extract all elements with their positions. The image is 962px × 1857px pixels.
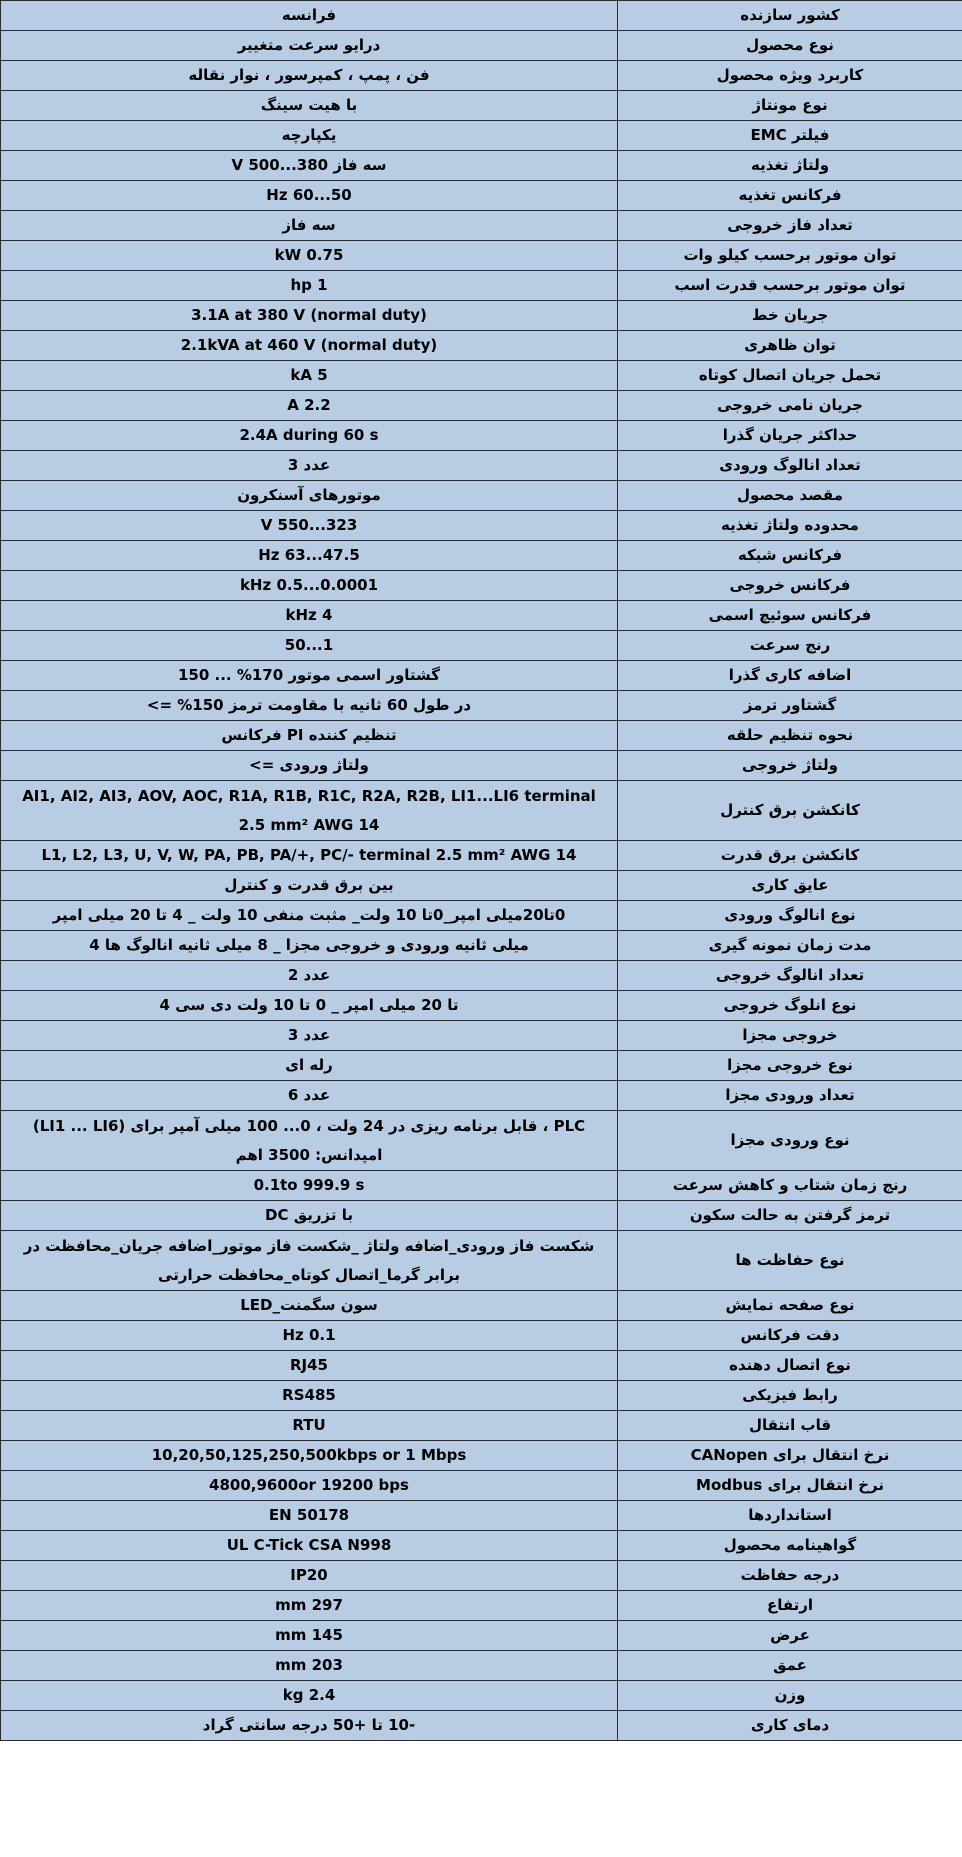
table-row — [1, 1381, 962, 1411]
table-row — [1, 751, 962, 781]
spec-value: تنظیم کننده PI فرکانس — [1, 721, 618, 751]
table-row — [1, 991, 962, 1021]
spec-label: درجه حفاظت — [618, 1561, 962, 1591]
spec-value: 2.4A during 60 s — [1, 421, 618, 451]
spec-value: 323...550 V — [1, 511, 618, 541]
table-row — [1, 151, 962, 181]
table-row — [1, 691, 962, 721]
spec-label: نوع انالوگ ورودی — [618, 901, 962, 931]
spec-value: عدد 3 — [1, 451, 618, 481]
spec-value: عدد 3 — [1, 1021, 618, 1051]
spec-label: نوع مونتاژ — [618, 91, 962, 121]
spec-value: EN 50178 — [1, 1501, 618, 1531]
spec-value: 5 kA — [1, 361, 618, 391]
spec-label: استانداردها — [618, 1501, 962, 1531]
table-row — [1, 1111, 962, 1171]
spec-value: 1...50 — [1, 631, 618, 661]
spec-label: کانکشن برق کنترل — [618, 781, 962, 841]
table-row — [1, 1441, 962, 1471]
spec-label: فرکانس شبکه — [618, 541, 962, 571]
spec-value: RS485 — [1, 1381, 618, 1411]
spec-label: عایق کاری — [618, 871, 962, 901]
spec-value: یکپارچه — [1, 121, 618, 151]
spec-value: 0.0001...0.5 kHz — [1, 571, 618, 601]
spec-label: جریان خط — [618, 301, 962, 331]
spec-value: RTU — [1, 1411, 618, 1441]
spec-value: با هیت سینگ — [1, 91, 618, 121]
table-row — [1, 841, 962, 871]
spec-value: 47.5...63 Hz — [1, 541, 618, 571]
spec-label: ارتفاع — [618, 1591, 962, 1621]
table-row — [1, 1291, 962, 1321]
spec-label: فیلتر EMC — [618, 121, 962, 151]
table-row — [1, 1711, 962, 1741]
table-row — [1, 781, 962, 841]
spec-value: عدد 2 — [1, 961, 618, 991]
table-row — [1, 1621, 962, 1651]
spec-value: 2.1kVA at 460 V (normal duty) — [1, 331, 618, 361]
table-row — [1, 631, 962, 661]
table-row — [1, 1201, 962, 1231]
table-row — [1, 1081, 962, 1111]
table-row — [1, 1651, 962, 1681]
spec-label: فرکانس سوئیچ اسمی — [618, 601, 962, 631]
spec-value: 145 mm — [1, 1621, 618, 1651]
table-row — [1, 1321, 962, 1351]
spec-label: مدت زمان نمونه گیری — [618, 931, 962, 961]
spec-value: میلی ثانیه ورودی و خروجی مجزا _ 8 میلی ثانیه انالوگ ها 4 — [1, 931, 618, 961]
table-row — [1, 1591, 962, 1621]
table-row — [1, 871, 962, 901]
spec-value: رله ای — [1, 1051, 618, 1081]
table-row — [1, 1411, 962, 1441]
spec-value: 50...60 Hz — [1, 181, 618, 211]
spec-value: UL C-Tick CSA N998 — [1, 1531, 618, 1561]
table-row — [1, 1051, 962, 1081]
table-row — [1, 361, 962, 391]
spec-label: رنج سرعت — [618, 631, 962, 661]
table-row — [1, 241, 962, 271]
spec-label: فرکانس خروجی — [618, 571, 962, 601]
spec-label: ولتاژ خروجی — [618, 751, 962, 781]
table-row — [1, 1231, 962, 1291]
spec-label: تعداد انالوگ خروجی — [618, 961, 962, 991]
spec-value: تا 20 میلی امپر _ 0 تا 10 ولت دی سی 4 — [1, 991, 618, 1021]
table-row — [1, 1171, 962, 1201]
spec-value: 2.2 A — [1, 391, 618, 421]
spec-label: گشتاور ترمز — [618, 691, 962, 721]
spec-value: IP20 — [1, 1561, 618, 1591]
spec-table-body — [1, 1, 962, 1741]
spec-value: سه فاز 380...500 V — [1, 151, 618, 181]
spec-value: سه فاز — [1, 211, 618, 241]
table-row — [1, 1351, 962, 1381]
spec-label: تعداد انالوگ ورودی — [618, 451, 962, 481]
spec-label: نحوه تنظیم حلقه — [618, 721, 962, 751]
spec-value: 4800,9600or 19200 bps — [1, 1471, 618, 1501]
table-row — [1, 1561, 962, 1591]
spec-label: کاربرد ویژه محصول — [618, 61, 962, 91]
spec-value: شکست فاز ورودی_اضافه ولتاژ _شکست فاز موتور_اضافه جریان_محافظت در برابر گرما_اتصال کوتاه_محافظت حرارتی — [1, 1231, 618, 1291]
spec-value: ولتاژ ورودی => — [1, 751, 618, 781]
spec-value: با تزریق DC — [1, 1201, 618, 1231]
spec-label: محدوده ولتاژ تغذیه — [618, 511, 962, 541]
spec-label: نوع محصول — [618, 31, 962, 61]
spec-label: تعداد ورودی مجزا — [618, 1081, 962, 1111]
spec-label: نرخ انتقال برای Modbus — [618, 1471, 962, 1501]
table-row — [1, 271, 962, 301]
spec-label: توان ظاهری — [618, 331, 962, 361]
table-row — [1, 61, 962, 91]
spec-label: نوع اتصال دهنده — [618, 1351, 962, 1381]
table-row — [1, 931, 962, 961]
spec-value: 0.75 kW — [1, 241, 618, 271]
table-row — [1, 511, 962, 541]
spec-value: 2.4 kg — [1, 1681, 618, 1711]
spec-label: فرکانس تغذیه — [618, 181, 962, 211]
spec-value: L1, L2, L3, U, V, W, PA, PB, PA/+, PC/- terminal 2.5 mm² AWG 14 — [1, 841, 618, 871]
table-row — [1, 301, 962, 331]
spec-label: گواهینامه محصول — [618, 1531, 962, 1561]
spec-label: کشور سازنده — [618, 1, 962, 31]
spec-value: 3.1A at 380 V (normal duty) — [1, 301, 618, 331]
spec-value: عدد 6 — [1, 1081, 618, 1111]
spec-value: موتورهای آسنکرون — [1, 481, 618, 511]
spec-label: رنج زمان شتاب و کاهش سرعت — [618, 1171, 962, 1201]
spec-label: نرخ انتقال برای CANopen — [618, 1441, 962, 1471]
table-row — [1, 571, 962, 601]
spec-value: 0تا20میلی امپر_0تا 10 ولت_ مثبت منفی 10 ولت _ 4 تا 20 میلی امپر — [1, 901, 618, 931]
spec-label: توان موتور برحسب قدرت اسب — [618, 271, 962, 301]
table-row — [1, 1501, 962, 1531]
spec-value: بین برق قدرت و کنترل — [1, 871, 618, 901]
spec-label: رابط فیزیکی — [618, 1381, 962, 1411]
spec-label: حداکثر جریان گذرا — [618, 421, 962, 451]
table-row — [1, 1681, 962, 1711]
spec-label: ولتاژ تغذیه — [618, 151, 962, 181]
spec-label: دقت فرکانس — [618, 1321, 962, 1351]
spec-label: دمای کاری — [618, 1711, 962, 1741]
table-row — [1, 121, 962, 151]
table-row — [1, 481, 962, 511]
spec-label: عرض — [618, 1621, 962, 1651]
table-row — [1, 1021, 962, 1051]
spec-label: ترمز گرفتن به حالت سکون — [618, 1201, 962, 1231]
spec-label: عمق — [618, 1651, 962, 1681]
table-row — [1, 661, 962, 691]
spec-label: توان موتور برحسب کیلو وات — [618, 241, 962, 271]
spec-value: 297 mm — [1, 1591, 618, 1621]
spec-value: PLC ، قابل برنامه ریزی در 24 ولت ، 0... 100 میلی آمپر برای (LI1 ... LI6) امپدانس: 3500 اهم — [1, 1111, 618, 1171]
table-row — [1, 391, 962, 421]
spec-label: نوع ورودی مجزا — [618, 1111, 962, 1171]
spec-label: مقصد محصول — [618, 481, 962, 511]
spec-value: سون سگمنت_LED — [1, 1291, 618, 1321]
spec-value: درایو سرعت متغییر — [1, 31, 618, 61]
table-row — [1, 451, 962, 481]
table-row — [1, 1471, 962, 1501]
spec-label: اضافه کاری گذرا — [618, 661, 962, 691]
table-row — [1, 1531, 962, 1561]
spec-value: فرانسه — [1, 1, 618, 31]
table-row — [1, 421, 962, 451]
spec-label: جریان نامی خروجی — [618, 391, 962, 421]
table-row — [1, 331, 962, 361]
spec-label: کانکشن برق قدرت — [618, 841, 962, 871]
table-row — [1, 211, 962, 241]
spec-value: AI1, AI2, AI3, AOV, AOC, R1A, R1B, R1C, R2A, R2B, LI1...LI6 terminal 2.5 mm² AWG 14 — [1, 781, 618, 841]
table-row — [1, 181, 962, 211]
spec-label: قاب انتقال — [618, 1411, 962, 1441]
spec-label: تحمل جریان اتصال کوتاه — [618, 361, 962, 391]
spec-value: 0.1 Hz — [1, 1321, 618, 1351]
table-row — [1, 901, 962, 931]
spec-value: -10 تا +50 درجه سانتی گراد — [1, 1711, 618, 1741]
spec-label: تعداد فاز خروجی — [618, 211, 962, 241]
spec-label: نوع انلوگ خروجی — [618, 991, 962, 1021]
spec-value: RJ45 — [1, 1351, 618, 1381]
table-row — [1, 601, 962, 631]
spec-label: نوع صفحه نمایش — [618, 1291, 962, 1321]
spec-value: فن ، پمپ ، کمپرسور ، نوار نقاله — [1, 61, 618, 91]
spec-value: گشتاور اسمی موتور 170% ... 150 — [1, 661, 618, 691]
spec-value: در طول 60 ثانیه با مقاومت ترمز 150% => — [1, 691, 618, 721]
table-row — [1, 541, 962, 571]
spec-value: 203 mm — [1, 1651, 618, 1681]
spec-label: خروجی مجزا — [618, 1021, 962, 1051]
table-row — [1, 91, 962, 121]
table-row — [1, 31, 962, 61]
table-row — [1, 1, 962, 31]
spec-value: 10,20,50,125,250,500kbps or 1 Mbps — [1, 1441, 618, 1471]
spec-label: وزن — [618, 1681, 962, 1711]
spec-label: نوع حفاظت ها — [618, 1231, 962, 1291]
table-row — [1, 721, 962, 751]
spec-value: 0.1to 999.9 s — [1, 1171, 618, 1201]
spec-value: 1 hp — [1, 271, 618, 301]
spec-label: نوع خروجی مجزا — [618, 1051, 962, 1081]
table-row — [1, 961, 962, 991]
spec-value: 4 kHz — [1, 601, 618, 631]
